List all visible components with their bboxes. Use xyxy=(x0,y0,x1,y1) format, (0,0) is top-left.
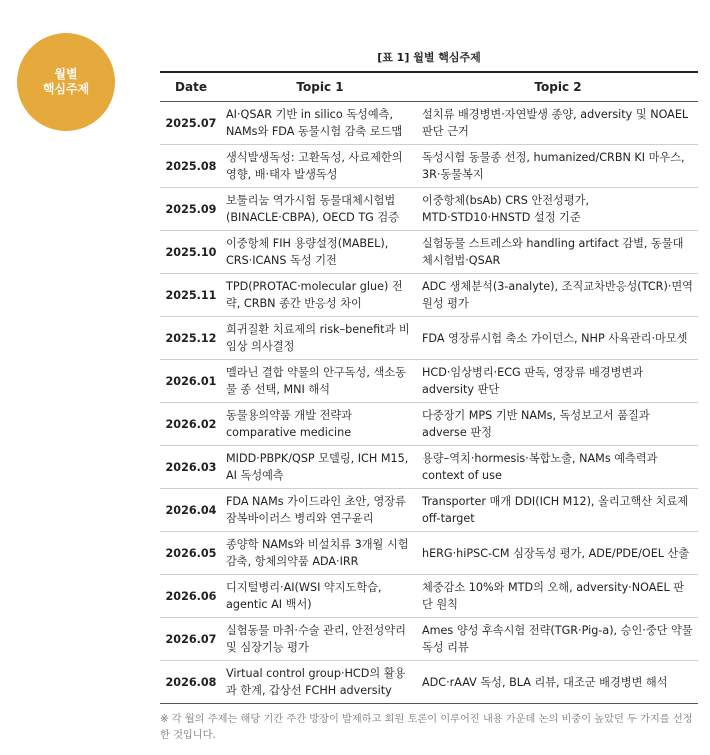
table-row xyxy=(160,489,698,532)
table-row xyxy=(160,102,698,145)
table-footnote: ※ 각 월의 주제는 해당 기간 주간 방장이 발제하고 회원 토론이 이루어진 내용 가운데 논의 비중이 높았던 두 가지를 선정한 것입니다. xyxy=(160,714,693,741)
row-topic1: 보툴리눔 역가시험 동물대체시험법(BINACLE·CBPA), OECD TG 검증 xyxy=(222,188,418,231)
table-row xyxy=(160,661,698,704)
row-topic2: 실험동물 스트레스와 handling artifact 감별, 동물대체시험법·QSAR xyxy=(418,231,698,274)
row-topic2: 이중항체(bsAb) CRS 안전성평가, MTD·STD10·HNSTD 설정 기준 xyxy=(418,188,698,231)
row-topic2: 독성시험 동물종 선정, humanized/CRBN KI 마우스, 3R·동물복지 xyxy=(418,145,698,188)
row-date: 2026.01 xyxy=(160,360,222,403)
table-row xyxy=(160,360,698,403)
table-header-row xyxy=(160,72,698,102)
table-caption: [표 1] 월별 핵심주제 xyxy=(377,51,481,64)
table-row xyxy=(160,188,698,231)
monthly-topics-table xyxy=(160,71,698,704)
table-row xyxy=(160,403,698,446)
header-topic2: Topic 2 xyxy=(418,72,698,102)
row-topic1: Virtual control group·HCD의 활용과 한계, 갑상선 FCHH adversity xyxy=(222,661,418,704)
row-topic1: 동물용의약품 개발 전략과 comparative medicine xyxy=(222,403,418,446)
row-date: 2025.12 xyxy=(160,317,222,360)
row-topic2: 다중장기 MPS 기반 NAMs, 독성보고서 품질과 adverse 판정 xyxy=(418,403,698,446)
row-date: 2026.06 xyxy=(160,575,222,618)
row-topic1: 이중항체 FIH 용량설정(MABEL), CRS·ICANS 독성 기전 xyxy=(222,231,418,274)
row-topic1: 디지털병리·AI(WSI 약지도학습, agentic AI 백서) xyxy=(222,575,418,618)
row-topic1: 멜라닌 결합 약물의 안구독성, 색소동물 종 선택, MNI 해석 xyxy=(222,360,418,403)
row-topic2: Transporter 매개 DDI(ICH M12), 올리고핵산 치료제 off-target xyxy=(418,489,698,532)
row-topic1: AI·QSAR 기반 in silico 독성예측, NAMs와 FDA 동물시험 감축 로드맵 xyxy=(222,102,418,145)
table-row xyxy=(160,274,698,317)
row-date: 2025.09 xyxy=(160,188,222,231)
row-topic2: ADC 생체분석(3-analyte), 조직교차반응성(TCR)·면역원성 평가 xyxy=(418,274,698,317)
row-date: 2026.02 xyxy=(160,403,222,446)
row-topic1: TPD(PROTAC·molecular glue) 전략, CRBN 종간 반응성 차이 xyxy=(222,274,418,317)
header-topic1: Topic 1 xyxy=(222,72,418,102)
table-row xyxy=(160,231,698,274)
row-topic2: hERG·hiPSC-CM 심장독성 평가, ADE/PDE/OEL 산출 xyxy=(418,532,698,575)
row-date: 2025.10 xyxy=(160,231,222,274)
row-topic1: 종양학 NAMs와 비설치류 3개월 시험 감축, 항체의약품 ADA·IRR xyxy=(222,532,418,575)
table-row xyxy=(160,145,698,188)
row-date: 2026.05 xyxy=(160,532,222,575)
table-row xyxy=(160,532,698,575)
row-date: 2025.08 xyxy=(160,145,222,188)
table-row xyxy=(160,317,698,360)
monthly-topics-badge xyxy=(17,33,115,131)
row-date: 2025.11 xyxy=(160,274,222,317)
row-topic2: HCD·임상병리·ECG 판독, 영장류 배경병변과 adversity 판단 xyxy=(418,360,698,403)
row-topic2: ADC·rAAV 독성, BLA 리뷰, 대조군 배경병변 해석 xyxy=(418,661,698,704)
table-row xyxy=(160,446,698,489)
row-date: 2026.07 xyxy=(160,618,222,661)
row-topic2: Ames 양성 후속시험 전략(TGR·Pig-a), 승인·중단 약물 독성 리뷰 xyxy=(418,618,698,661)
row-date: 2025.07 xyxy=(160,102,222,145)
row-topic2: 체중감소 10%와 MTD의 오해, adversity·NOAEL 판단 원칙 xyxy=(418,575,698,618)
badge-line-1: 월별 xyxy=(54,67,78,81)
row-topic1: 실험동물 마취·수술 관리, 안전성약리 및 심장기능 평가 xyxy=(222,618,418,661)
row-topic2: 설치류 배경병변·자연발생 종양, adversity 및 NOAEL 판단 근거 xyxy=(418,102,698,145)
header-date: Date xyxy=(160,72,222,102)
row-topic2: 용량–역치·hormesis·복합노출, NAMs 예측력과 context of use xyxy=(418,446,698,489)
row-topic1: MIDD·PBPK/QSP 모델링, ICH M15, AI 독성예측 xyxy=(222,446,418,489)
row-date: 2026.04 xyxy=(160,489,222,532)
row-topic2: FDA 영장류시험 축소 가이던스, NHP 사육관리·마모셋 xyxy=(418,317,698,360)
row-topic1: 희귀질환 치료제의 risk–benefit과 비임상 의사결정 xyxy=(222,317,418,360)
table-row xyxy=(160,618,698,661)
row-topic1: 생식발생독성: 고환독성, 사료제한의 영향, 배·태자 발생독성 xyxy=(222,145,418,188)
table-row xyxy=(160,575,698,618)
row-date: 2026.08 xyxy=(160,661,222,704)
row-date: 2026.03 xyxy=(160,446,222,489)
row-topic1: FDA NAMs 가이드라인 초안, 영장류 잠복바이러스 병리와 연구윤리 xyxy=(222,489,418,532)
badge-line-2: 핵심주제 xyxy=(42,82,90,96)
